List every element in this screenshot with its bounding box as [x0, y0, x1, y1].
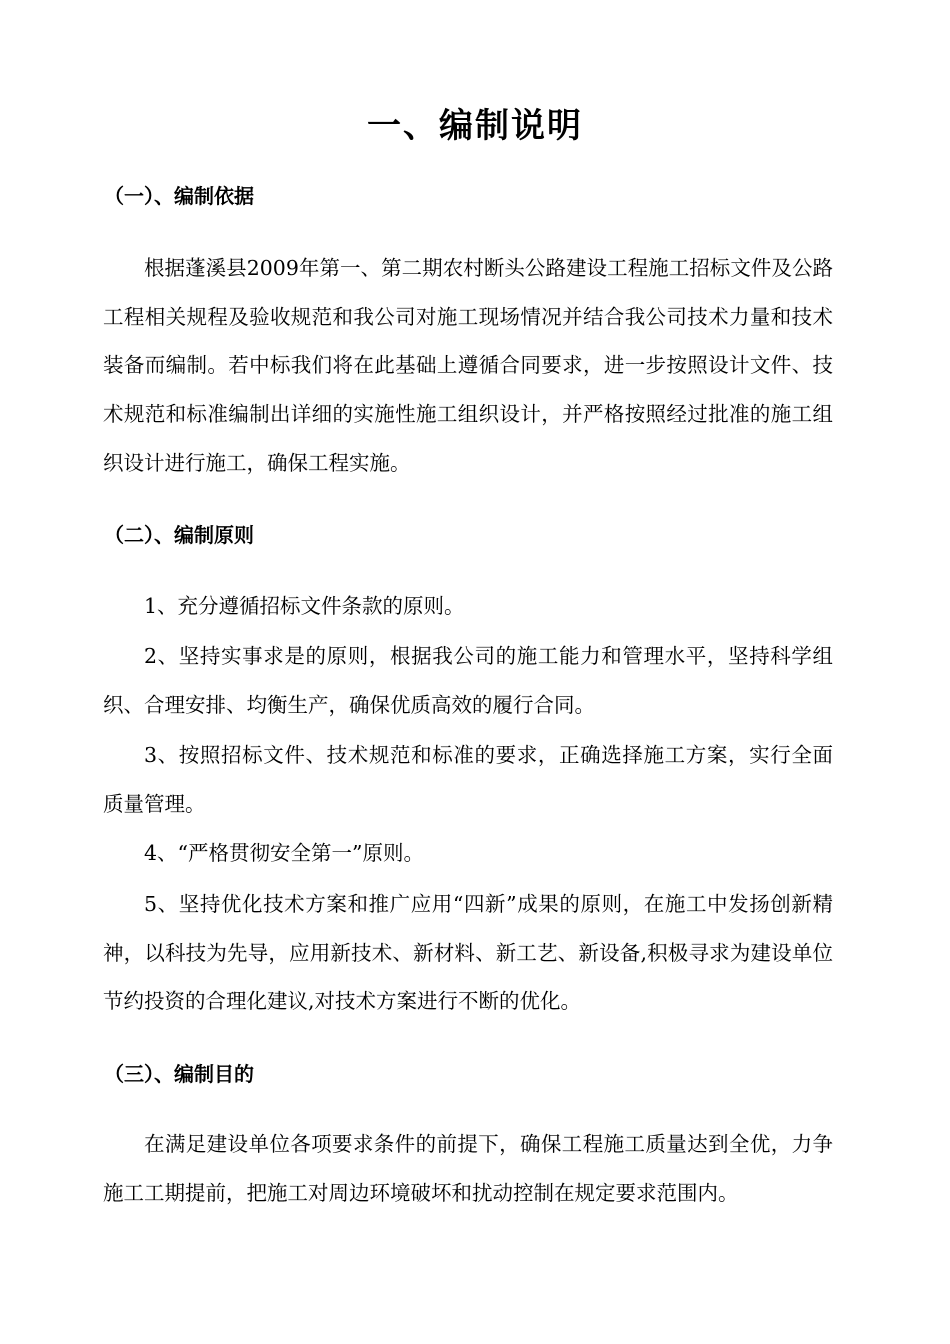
- principle-item: 3、按照招标文件、技术规范和标准的要求，正确选择施工方案，实行全面质量管理。: [103, 743, 833, 816]
- section-heading-purpose: （三）、编制目的: [104, 1062, 254, 1086]
- principle-item: 5、坚持优化技术方案和推广应用“四新”成果的原则，在施工中发扬创新精神，以科技为先导，应用新技术、新材料、新工艺、新设备,积极寻求为建设单位节约投资的合理化建议,对技术方案进行不断的优化。: [103, 892, 833, 1014]
- section-heading-basis: （一）、编制依据: [104, 184, 254, 208]
- principle-item: 4、“严格贯彻安全第一”原则。: [144, 841, 425, 865]
- section-paragraph-basis: 根据蓬溪县2009年第一、第二期农村断头公路建设工程施工招标文件及公路工程相关规程及验收规范和我公司对施工现场情况并结合我公司技术力量和技术装备而编制。若中标我们将在此基础上遵循合同要求，进一步按照设计文件、技术规范和标准编制出详细的实施性施工组织设计，并严格按照经过批准的施工组织设计进行施工，确保工程实施。: [103, 256, 833, 475]
- principle-item: 1、充分遵循招标文件条款的原则。: [144, 594, 465, 618]
- principle-item: 2、坚持实事求是的原则，根据我公司的施工能力和管理水平，坚持科学组织、合理安排、均衡生产，确保优质高效的履行合同。: [103, 644, 833, 717]
- section-paragraph-purpose: 在满足建设单位各项要求条件的前提下，确保工程施工质量达到全优，力争施工工期提前，把施工对周边环境破坏和扰动控制在规定要求范围内。: [103, 1132, 833, 1205]
- section-heading-principles: （二）、编制原则: [104, 523, 254, 547]
- document-title: 一、编制说明: [367, 106, 583, 146]
